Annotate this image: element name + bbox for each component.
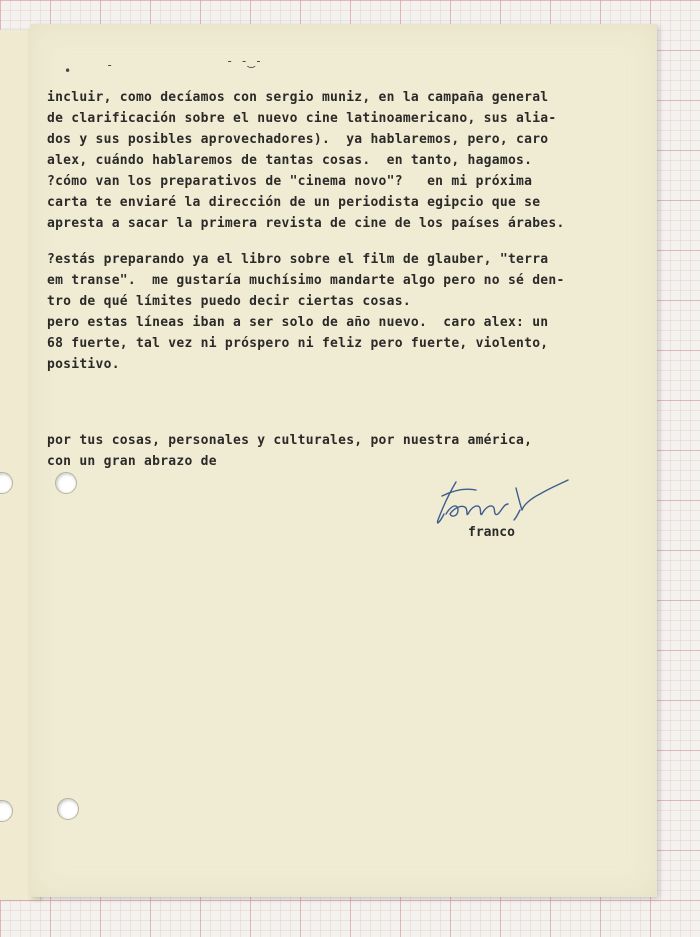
text-line: tro de qué límites puedo decir ciertas cosas. — [47, 294, 411, 309]
punch-hole-right-bottom — [57, 798, 79, 820]
text-line: apresta a sacar la primera revista de cine de los países árabes. — [47, 216, 565, 231]
ink-mark: - — [106, 58, 114, 72]
ink-mark: - -‿- — [226, 54, 263, 68]
text-line: 68 fuerte, tal vez ni próspero ni feliz pero fuerte, violento, — [47, 336, 549, 351]
text-line: ?cómo van los preparativos de "cinema novo"? en mi próxima — [47, 174, 533, 189]
text-line: em transe". me gustaría muchísimo mandarte algo pero no sé den- — [47, 273, 565, 288]
signature-name: franco — [468, 525, 515, 540]
text-line: incluir, como decíamos con sergio muniz, en la campaña general — [47, 90, 549, 105]
ink-mark: • — [64, 64, 72, 78]
text-line: positivo. — [47, 357, 120, 372]
text-line: ?estás preparando ya el libro sobre el film de glauber, "terra — [47, 252, 549, 267]
text-line: con un gran abrazo de — [47, 454, 217, 469]
text-line: por tus cosas, personales y culturales, por nuestra américa, — [47, 433, 533, 448]
text-line: de clarificación sobre el nuevo cine latinoamericano, sus alia- — [47, 111, 557, 126]
punch-hole-right-top — [55, 472, 77, 494]
text-line: dos y sus posibles aprovechadores). ya hablaremos, pero, caro — [47, 132, 549, 147]
text-line: pero estas líneas iban a ser solo de año nuevo. caro alex: un — [47, 315, 549, 330]
text-line: alex, cuándo hablaremos de tantas cosas. en tanto, hagamos. — [47, 153, 533, 168]
text-line: carta te enviaré la dirección de un periodista egipcio que se — [47, 195, 541, 210]
